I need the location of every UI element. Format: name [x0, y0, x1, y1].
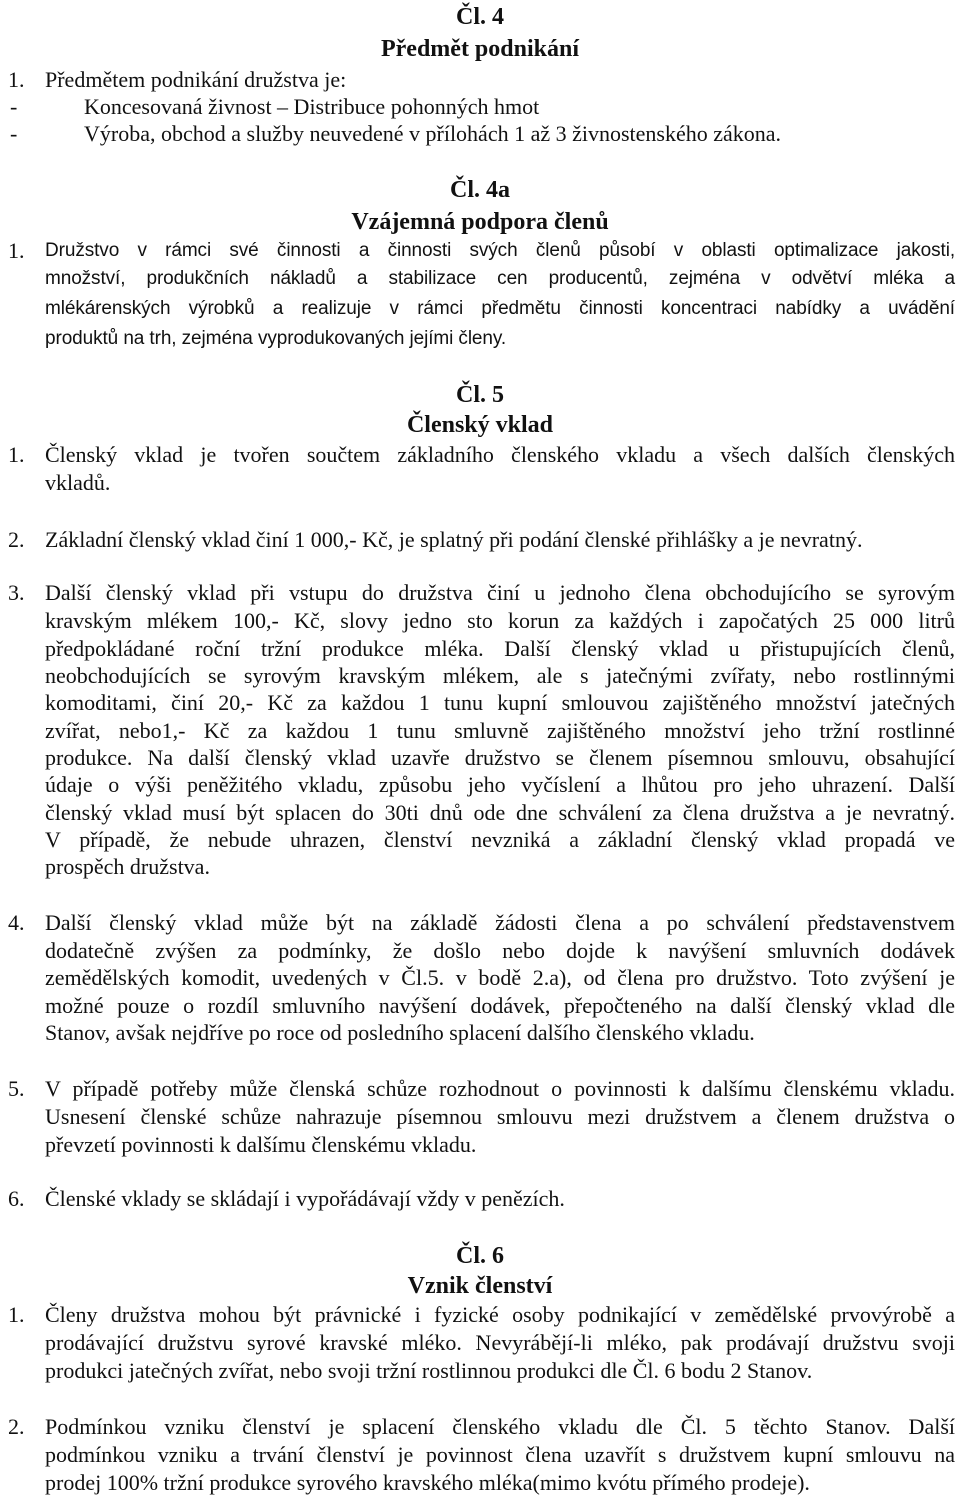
article-4-bullet-2: Výroba, obchod a služby neuvedené v přílohách 1 až 3 živnostenského zákona.: [84, 121, 782, 146]
paragraph-line: produkce. Na další členský vklad uzavře družstvo se členem písemnou smlouvu, obsahující: [45, 745, 955, 770]
article-4a-title: Vzájemná podpora členů: [351, 209, 609, 235]
article-5-item-1-number: 1.: [8, 442, 25, 467]
paragraph-line: množství, produkčních nákladů a stabilizace cen producentů, zejména v odvětví mléka a: [45, 268, 955, 289]
paragraph-line: Základní členský vklad činí 1 000,- Kč, je splatný při podání členské přihlášky a je nevratný.: [45, 527, 863, 552]
bullet-dash: -: [10, 94, 18, 119]
article-5-item-4-number: 4.: [8, 910, 25, 935]
paragraph-line: Další členský vklad může být na základě žádosti člena a po schválení představenstvem: [45, 910, 955, 935]
article-4-item-1-number: 1.: [8, 67, 25, 92]
article-5-item-6-number: 6.: [8, 1186, 25, 1211]
paragraph-line: V případě potřeby může členská schůze rozhodnout o povinnosti k dalšímu členskému vkladu.: [45, 1076, 955, 1101]
paragraph-line: podmínkou vzniku a trvání členství je povinnost člena uzavřít s družstvem kupní smlouvu na: [45, 1442, 955, 1467]
bullet-dash: -: [10, 121, 18, 146]
article-5-number: Čl. 5: [456, 382, 504, 408]
paragraph-line: Podmínkou vzniku členství je splacení členského vkladu dle Čl. 5 těchto Stanov. Další: [45, 1414, 955, 1439]
paragraph-line: produktů na trh, zejména vyprodukovaných jejími členy.: [45, 328, 507, 349]
article-4-number: Čl. 4: [456, 4, 504, 30]
article-5-item-3-number: 3.: [8, 580, 25, 605]
paragraph-line: Usnesení členské schůze nahrazuje písemnou smlouvu mezi družstvem a členem družstva o: [45, 1104, 955, 1129]
article-6-item-1-number: 1.: [8, 1302, 25, 1327]
paragraph-line: možné pouze o rozdíl smluvního navýšení dodávek, přepočteného na další členský vklad dle: [45, 993, 955, 1018]
paragraph-line: Členský vklad je tvořen součtem základního členského vkladu a všech dalších členských: [45, 442, 955, 467]
paragraph-line: zvířat, nebo1,- Kč za každou 1 tunu smluvně zajištěného množství jeho tržní rostlinné: [45, 718, 955, 743]
paragraph-line: vkladů.: [45, 470, 111, 495]
article-4-item-1-intro: Předmětem podnikání družstva je:: [45, 67, 347, 92]
paragraph-line: zemědělských komodit, uvedených v Čl.5. v bodě 2.a), od člena pro družstvo. Toto zvýšení je: [45, 965, 955, 990]
article-6-title: Vznik členství: [407, 1273, 553, 1299]
paragraph-line: Družstvo v rámci své činnosti a činnosti svých členů působí v oblasti optimalizace jakosti,: [45, 240, 955, 261]
paragraph-line: předpokládané roční tržní produkce mléka. Další členský vklad u přistupujících členů,: [45, 636, 955, 661]
paragraph-line: údaje o výši peněžitého vkladu, způsobu jeho vyčíslení a lhůtou pro jeho uhrazení. Další: [45, 772, 955, 797]
paragraph-line: převzetí povinnosti k dalšímu členskému vkladu.: [45, 1132, 477, 1157]
paragraph-line: mlékárenských výrobků a realizuje v rámci předmětu činnosti koncentraci nabídky a uvádění: [45, 298, 955, 319]
paragraph-line: prospěch družstva.: [45, 854, 210, 879]
article-5-item-2-number: 2.: [8, 527, 25, 552]
paragraph-line: Stanov, avšak nejdříve po roce od posledního splacení dalšího členského vkladu.: [45, 1020, 755, 1045]
paragraph-line: kravským mlékem 100,- Kč, slovy jedno sto korun za každých i započatých 25 000 litrů: [45, 608, 955, 633]
article-4-title: Předmět podnikání: [380, 36, 580, 62]
paragraph-line: prodej 100% tržní produkce syrového kravského mléka(mimo kvótu přímého prodeje).: [45, 1470, 810, 1495]
paragraph-line: Členské vklady se skládají i vypořádávají vždy v penězích.: [45, 1186, 565, 1211]
article-5-title: Členský vklad: [406, 412, 554, 438]
paragraph-line: členský vklad musí být splacen do 30ti dnů ode dne schválení za člena družstva a je nevratný.: [45, 800, 955, 825]
paragraph-line: prodávající družstvu syrové kravské mléko. Nevyrábějí-li mléko, pak prodávají družstvu svoji: [45, 1330, 955, 1355]
article-4-bullet-1: Koncesovaná živnost – Distribuce pohonných hmot: [84, 94, 540, 119]
article-6-number: Čl. 6: [456, 1243, 504, 1269]
article-6-item-2-number: 2.: [8, 1414, 25, 1439]
paragraph-line: komoditami, činí 20,- Kč za každou 1 tunu kupní smlouvou zajištěného množství jatečných: [45, 690, 955, 715]
paragraph-line: produkci jatečných zvířat, nebo svoji tržní rostlinnou produkci dle Čl. 6 bodu 2 Stanov.: [45, 1358, 813, 1383]
paragraph-line: neobchodujících se syrovým kravským mlékem, ale s jatečnými zvířaty, nebo rostlinnými: [45, 663, 955, 688]
paragraph-line: Další členský vklad při vstupu do družstva činí u jednoho člena obchodujícího se syrovým: [45, 580, 955, 605]
article-5-item-5-number: 5.: [8, 1076, 25, 1101]
paragraph-line: V případě, že nebude uhrazen, členství nevzniká a základní členský vklad propadá ve: [45, 827, 955, 852]
paragraph-line: dodatečně zvýšen za podmínky, že došlo nebo dojde k navýšení smluvních dodávek: [45, 938, 955, 963]
article-4a-item-1-number: 1.: [8, 238, 25, 263]
article-4a-number: Čl. 4a: [450, 177, 510, 203]
paragraph-line: Členy družstva mohou být právnické i fyzické osoby podnikající v zemědělské prvovýrobě a: [45, 1302, 955, 1327]
